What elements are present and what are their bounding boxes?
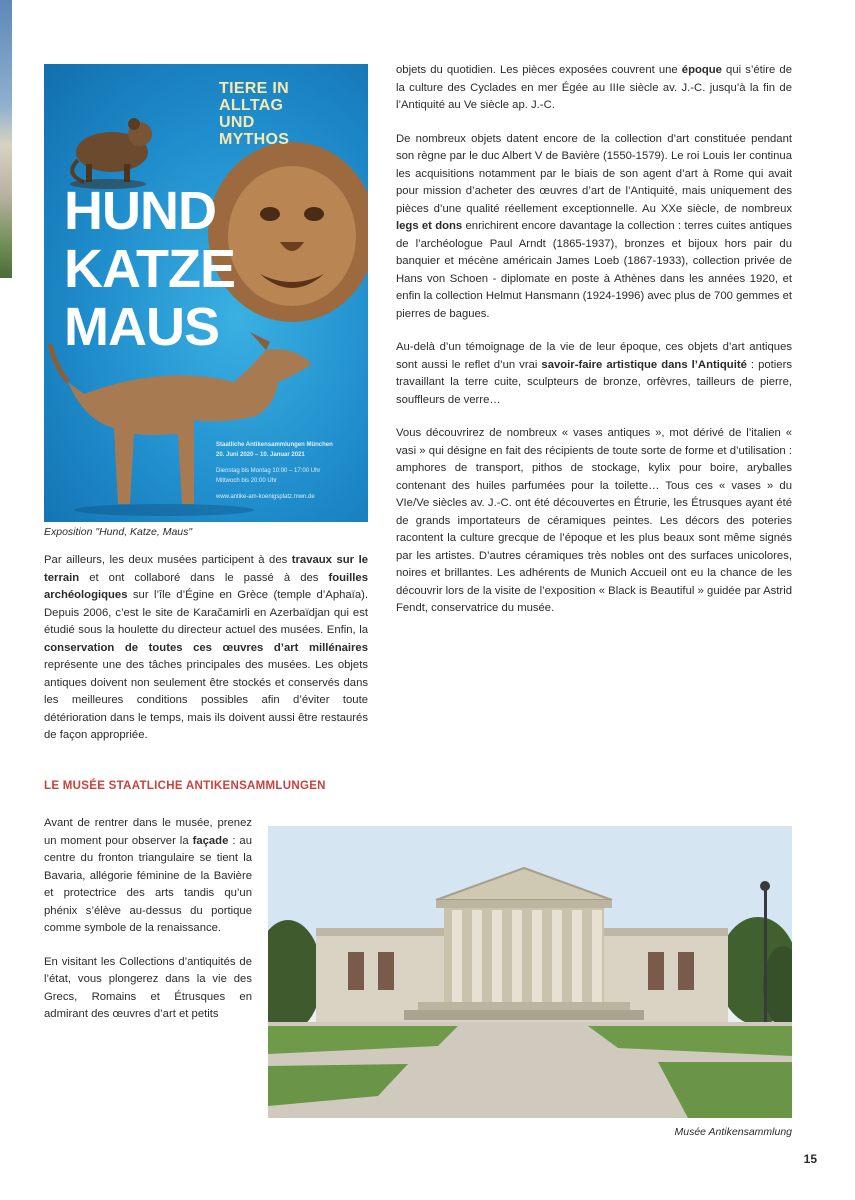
poster-subtitle-line: ALLTAG [219, 97, 284, 114]
right-column-text [396, 62, 792, 634]
poster-title-line: HUND [64, 181, 216, 241]
text-run: Au-delà d’un témoignage de la vie de leur époque, ces objets d’art antiques sont aussi le reflet d’un vrai [396, 341, 792, 371]
text-run: : au centre du fronton triangulaire se tient la Bavaria, allégorie féminine de la Bavière et protectrice des arts tandis qu’un phénix s’élève au-dessus du portique comme symbole de la renaissance. [44, 834, 252, 934]
paragraph [396, 131, 792, 324]
page-number: 15 [803, 1152, 817, 1166]
text-run: sur l’île d’Égine en Grèce (temple d’Aphaïa). Depuis 2006, c’est le site de Karačamirli en Azerbaïdjan qui est étudié sous la houlette du directeur actuel des musées. Enfin, la [44, 589, 368, 636]
poster-subtitle-line: TIERE IN [219, 80, 289, 97]
bold-text-run: savoir-faire artistique dans l’Antiquité [541, 358, 747, 371]
bold-text-run: conservation de toutes ces œuvres d’art millénaires [44, 641, 368, 654]
text-run: enrichirent encore davantage la collection : terres cuites antiques de l’archéologue Paul Arndt (1865-1937), bronzes et bijoux hors pair du banquier et mécène américain James Loeb (1867-1933), collection privée de Hans von Schoen - diplomate en poste à Athènes dans les années 1920, et enfin la collection Helmut Hansmann (1924-1996) avec plus de 700 gemmes et pierres de bagues. [396, 220, 792, 320]
exhibition-poster [44, 64, 368, 522]
bold-text-run: travaux sur le terrain [44, 554, 368, 584]
paragraph [44, 552, 368, 745]
poster-info-line: www.antike-am-koenigsplatz.mwn.de [216, 494, 315, 500]
poster-info [216, 440, 356, 502]
paragraph [396, 425, 792, 618]
poster-subtitle-line: UND [219, 114, 255, 131]
poster-caption: Exposition "Hund, Katze, Maus" [44, 526, 193, 538]
museum-illustration [268, 826, 792, 1118]
photo-caption: Musée Antikensammlung [674, 1126, 792, 1138]
poster-title-line: MAUS [64, 297, 219, 357]
text-run: qui s’étire de la culture des Cyclades en mer Égée au IIIe siècle av. J.-C. jusqu’à la fin de l’Antiquité au Ve siècle ap. J.-C. [396, 64, 792, 111]
poster-info-line: Mittwoch bis 20:00 Uhr [216, 478, 278, 484]
text-run: : potiers travaillant la terre cuite, sculpteurs de bronze, orfèvres, tailleurs de pierre, souffleurs de verre… [396, 358, 792, 406]
poster-subtitle-line: MYTHOS [219, 131, 290, 148]
poster-info-line: Dienstag bis Montag 10:00 – 17:00 Uhr [216, 468, 321, 474]
paragraph [396, 62, 792, 115]
text-run: et ont collaboré dans le passé à des [79, 571, 329, 584]
text-run: En visitant les Collections d’antiquités de l’état, vous plongerez dans la vie des Grecs, Romains et Étrusques en admirant des œuvres d’art et petits [44, 955, 252, 1020]
bold-text-run: façade [192, 834, 229, 847]
left-column-text [44, 552, 368, 761]
bold-text-run: fouilles archéologiques [44, 571, 368, 601]
bold-text-run: legs et dons [396, 220, 463, 232]
poster-title [64, 182, 235, 356]
text-run: objets du quotidien. Les pièces exposées couvrent une [396, 64, 682, 76]
text-run: Vous découvrirez de nombreux « vases antiques », mot dérivé de l’italien « vasi » qui désigne en fait des récipients de toute sorte de forme et d’utilisation : amphores de transport, pithos de stockage, kylix pour boire, aryballes contenant des huiles parfumées pour la toilette… Tous ces « vases » du VIe/Ve siècles av. J.-C. ont été découvertes en Étrurie, les Étrusques ayant été de grands importateurs de céramiques peintes. Les décors des poteries racontent la culture grecque de l’époque et les plus beaux sont même signés par les artistes. D’autres céramiques très nobles ont des surfaces unicolores, noires et brillantes. Les adhérents de Munich Accueil ont eu la chance de les découvrir lors de la visite de l’exposition « Black is Beautiful » guidée par Astrid Fendt, conservatrice du musée. [396, 427, 792, 614]
bronze-mouse-figure [70, 118, 152, 189]
museum-photo [268, 826, 792, 1118]
poster-subtitle [219, 80, 359, 148]
poster-title-line: KATZE [64, 239, 235, 299]
section-heading: LE MUSÉE STAATLICHE ANTIKENSAMMLUNGEN [44, 780, 326, 792]
paragraph [44, 815, 252, 938]
text-run: représente une des tâches principales des musées. Les objets antiques doivent non seulement être stockés et conservés dans les meilleures conditions possibles afin d’éviter toute détérioration dans le temps, mais ils doivent aussi être restaurés de façon appropriée. [44, 659, 368, 741]
text-run: Avant de rentrer dans le musée, prenez un moment pour observer la [44, 817, 252, 847]
paragraph [396, 339, 792, 409]
poster-info-line: 20. Juni 2020 – 10. Januar 2021 [216, 452, 305, 458]
bold-text-run: époque [681, 64, 722, 76]
poster-info-line: Staatliche Antikensammlungen München [216, 442, 333, 448]
text-run: Par ailleurs, les deux musées participent à des [44, 554, 292, 566]
adjacent-page-photo-edge [0, 0, 12, 278]
bottom-column-text [44, 815, 252, 1040]
paragraph [44, 954, 252, 1024]
text-run: De nombreux objets datent encore de la collection d’art constituée pendant son règne par le duc Albert V de Bavière (1550-1579). Le roi Louis Ier continua les acquisitions notamment par le biais de son agent d’art à Rome qui avait pour mission d’acheter des œuvres d’art de l’Antiquité, mais uniquement des pièces d’une qualité réellement exceptionnelle. Au XXe siècle, de nombreux [396, 132, 792, 215]
